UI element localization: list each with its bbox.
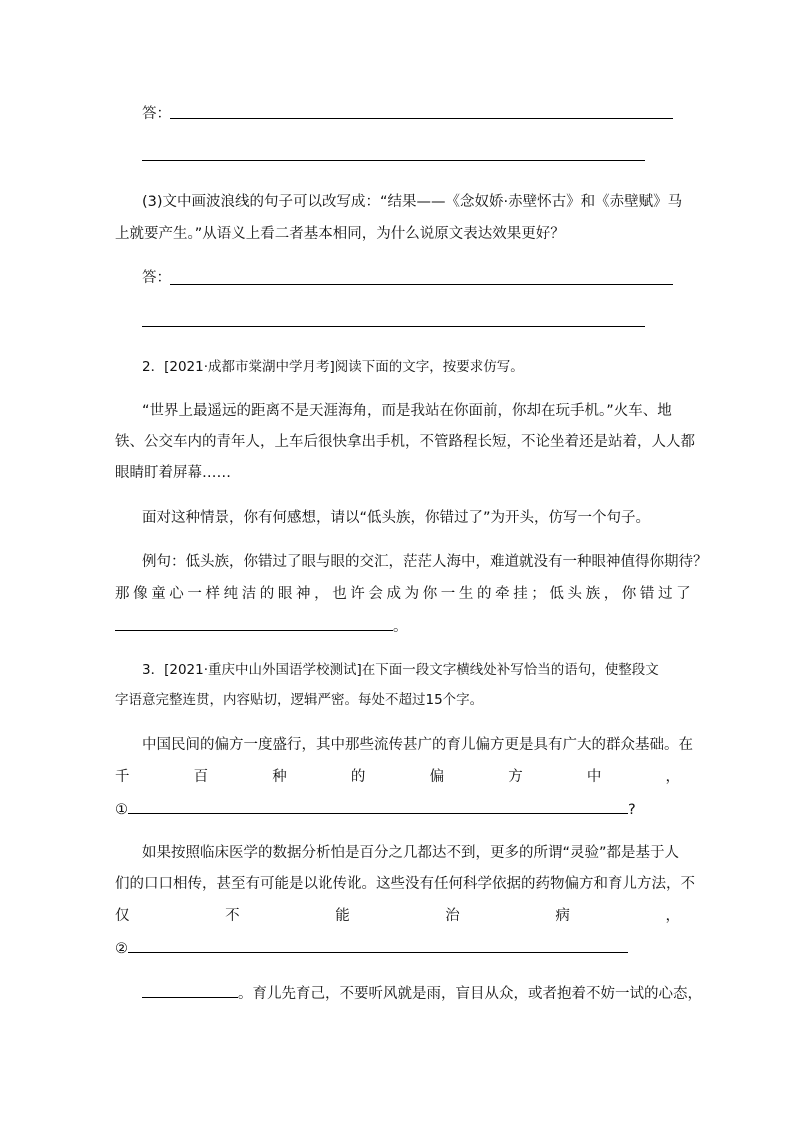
paragraph-line: 中国民间的偏方一度盛行，其中那些流传甚广的育儿偏方更是具有广大的群众基础。在 — [142, 737, 693, 753]
example-line: 那像童心一样纯洁的眼神，也许会成为你一生的牵挂；低头族，你错过了 — [115, 586, 695, 602]
char: 百 — [193, 769, 209, 785]
answer-blank-1b[interactable] — [142, 160, 645, 161]
char: 的 — [350, 769, 366, 785]
question-text: (3)文中画波浪线的句子可以改写成：“结果——《念奴娇·赤壁怀古》和《赤壁赋》马 — [142, 194, 683, 210]
paragraph-line: 们的口口相传，甚至有可能是以讹传讹。这些没有任何科学依据的药物偏方和育儿方法，不 — [115, 876, 695, 892]
fill-blank-2[interactable] — [128, 938, 628, 953]
paragraph-line: 如果按照临床医学的数据分析怕是百分之几都达不到，更多的所谓“灵验”都是基于人 — [142, 845, 680, 861]
answer-label: 答： — [142, 270, 171, 286]
last-line — [142, 983, 702, 1004]
char: ， — [665, 769, 680, 785]
char: 能 — [335, 908, 350, 924]
blank-number: ① — [115, 802, 128, 818]
answer-blank-2[interactable] — [170, 284, 673, 285]
example-line: 例句：低头族，你错过了眼与眼的交汇，茫茫人海中，难道就没有一种眼神值得你期待？ — [142, 554, 708, 570]
answer-line-1 — [142, 104, 680, 124]
question-mark: ? — [628, 802, 636, 818]
answer-blank-1[interactable] — [170, 118, 673, 119]
paragraph-line: “世界上最遥远的距离不是天涯海角，而是我站在你面前，你却在玩手机。”火车、地 — [142, 403, 672, 419]
question-3-header: 字语意完整连贯，内容贴切，逻辑严密。每处不超过15个字。 — [115, 692, 484, 708]
paragraph-line: 铁、公交车内的青年人，上车后很快拿出手机，不管路程长短，不论坐着还是站着，人人都 — [115, 434, 695, 450]
question-2-header: 2．[2021·成都市棠湖中学月考]阅读下面的文字，按要求仿写。 — [142, 359, 524, 375]
char: 仅 — [115, 908, 130, 924]
char: 中 — [586, 769, 602, 785]
justified-line — [115, 906, 680, 926]
question-3-header: 3．[2021·重庆中山外国语学校测试]在下面一段文字横线处补写恰当的语句，使整段文 — [142, 662, 659, 678]
justified-line — [115, 767, 680, 787]
period: 。 — [393, 619, 408, 635]
blank-number: ② — [115, 941, 128, 957]
answer-label: 答： — [142, 106, 171, 122]
char: 千 — [115, 769, 130, 785]
blank-line-2 — [115, 938, 680, 959]
fill-blank[interactable] — [115, 616, 393, 631]
char: 种 — [272, 769, 287, 785]
answer-line-2 — [142, 268, 680, 288]
fill-blank-1[interactable] — [128, 799, 628, 814]
paragraph-text: 。育儿先育己，不要听风就是雨，盲目从众，或者抱着不妨一试的心态， — [238, 986, 702, 1002]
question-text: 上就要产生。”从语义上看二者基本相同，为什么说原文表达效果更好？ — [115, 226, 565, 242]
fill-blank-3[interactable] — [142, 983, 238, 998]
answer-blank-2b[interactable] — [142, 326, 645, 327]
char: 不 — [225, 908, 240, 924]
blank-line-1 — [115, 799, 680, 820]
example-answer-line — [115, 616, 680, 637]
char: 病 — [555, 908, 570, 924]
instruction-text: 面对这种情景，你有何感想，请以“低头族，你错过了”为开头，仿写一个句子。 — [142, 510, 651, 526]
paragraph-line: 眼睛盯着屏幕…… — [115, 465, 231, 481]
char: 治 — [445, 908, 460, 924]
char: 方 — [508, 769, 523, 785]
char: 偏 — [429, 769, 445, 785]
char: ， — [665, 908, 680, 924]
